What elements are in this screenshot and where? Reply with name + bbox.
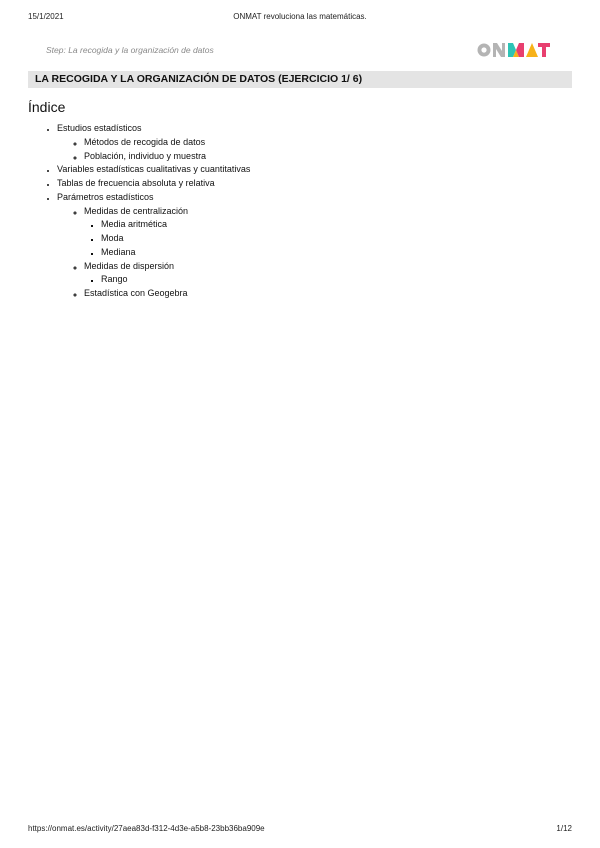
logo-letter-a	[526, 43, 538, 57]
print-page-title: ONMAT revoluciona las matemáticas.	[233, 12, 367, 21]
logo-letter-t	[538, 43, 550, 57]
onmat-logo[interactable]	[476, 41, 550, 59]
page-number: 1/12	[556, 824, 572, 833]
toc-item-parametros-estadisticos[interactable]: • Parámetros estadísticos ◦ Medidas de centralización ▪ Media aritmética ▪ Moda ▪ Mediana ◦ Medidas de dispersión ▪ Rango ◦ Estadística con Geogebra	[57, 191, 560, 301]
toc-item-poblacion-individuo-muestra[interactable]: ◦ Población, individuo y muestra	[84, 150, 560, 164]
toc-item-tablas-frecuencia[interactable]: • Tablas de frecuencia absoluta y relativa	[57, 177, 560, 191]
toc-item-moda[interactable]: ▪ Moda	[101, 232, 560, 246]
exercise-title-bar: LA RECOGIDA Y LA ORGANIZACIÓN DE DATOS (EJERCICIO 1/ 6)	[28, 71, 572, 88]
index-heading: Índice	[28, 99, 66, 115]
toc-item-estudios-estadisticos[interactable]: • Estudios estadísticos ◦ Métodos de recogida de datos ◦ Población, individuo y muestra	[57, 122, 560, 163]
toc-item-mediana[interactable]: ▪ Mediana	[101, 246, 560, 260]
toc-item-medidas-dispersion[interactable]: ◦ Medidas de dispersión ▪ Rango	[84, 260, 560, 288]
step-label: Step: La recogida y la organización de datos	[46, 45, 214, 55]
toc-item-variables-estadisticas[interactable]: • Variables estadísticas cualitativas y cuantitativas	[57, 163, 560, 177]
print-date: 15/1/2021	[28, 12, 64, 21]
toc-item-media-aritmetica[interactable]: ▪ Media aritmética	[101, 218, 560, 232]
table-of-contents	[0, 122, 560, 301]
logo-letter-n	[493, 43, 505, 57]
toc-item-metodos-recogida[interactable]: ◦ Métodos de recogida de datos	[84, 136, 560, 150]
toc-item-medidas-centralizacion[interactable]: ◦ Medidas de centralización ▪ Media aritmética ▪ Moda ▪ Mediana	[84, 205, 560, 260]
toc-item-estadistica-geogebra[interactable]: ◦ Estadística con Geogebra	[84, 287, 560, 301]
toc-item-rango[interactable]: ▪ Rango	[101, 273, 560, 287]
footer-url: https://onmat.es/activity/27aea83d-f312-4d3e-a5b8-23bb36ba909e	[28, 824, 265, 833]
